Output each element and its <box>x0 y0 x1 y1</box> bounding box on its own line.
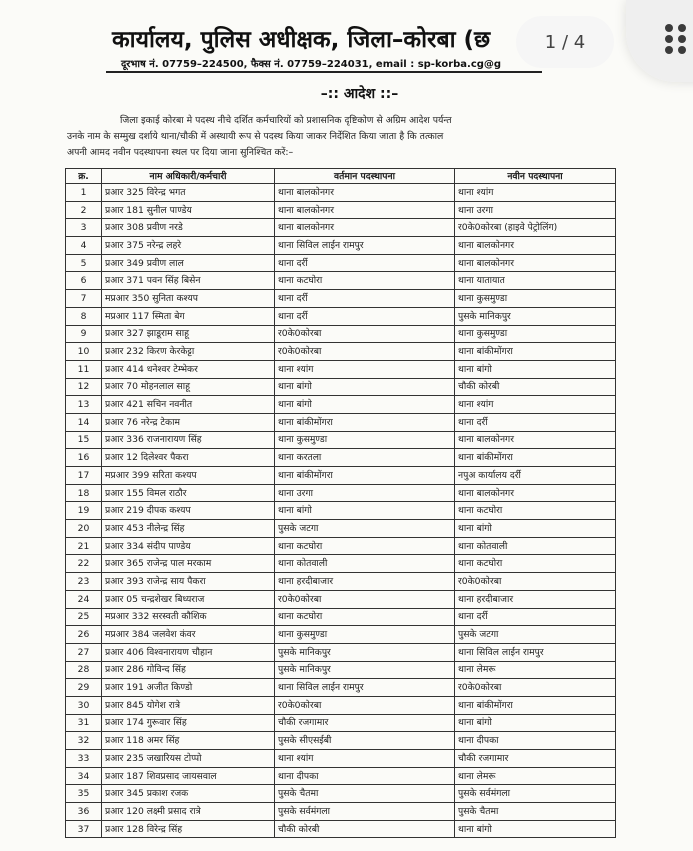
name-cell: प्रआर 181 सुनील पाण्डेय <box>102 201 275 219</box>
table-row <box>66 184 616 202</box>
name-cell: मप्रआर 399 सरिता कश्यप <box>102 467 275 485</box>
order-paragraph-line: जिला इकाई कोरबा मे पदस्थ नीचे दर्शित कर्मचारियों को प्रशासनिक दृष्टिकोण से अग्रिम आदेश पर्यन्त <box>120 115 452 126</box>
serial-cell: 14 <box>66 413 102 431</box>
new-posting-cell: थाना बांगो <box>455 520 616 538</box>
current-posting-cell: थाना हरदीबाजार <box>275 573 455 591</box>
new-posting-cell: थाना लेमरू <box>455 767 616 785</box>
serial-cell: 8 <box>66 307 102 325</box>
current-posting-cell: थाना कोतवाली <box>275 555 455 573</box>
serial-cell: 32 <box>66 732 102 750</box>
name-cell: प्रआर 371 पवन सिंह बिसेन <box>102 272 275 290</box>
order-heading-text: –:: आदेश ::– <box>320 86 399 102</box>
serial-cell: 25 <box>66 608 102 626</box>
table-row <box>66 360 616 378</box>
new-posting-cell: थाना सिविल लाईन रामपुर <box>455 643 616 661</box>
serial-cell: 10 <box>66 343 102 361</box>
new-posting-cell: थाना कोतवाली <box>455 537 616 555</box>
current-posting-cell: थाना बांगो <box>275 378 455 396</box>
serial-cell: 18 <box>66 484 102 502</box>
table-row <box>66 272 616 290</box>
table-row <box>66 520 616 538</box>
current-posting-cell: थाना उरगा <box>275 484 455 502</box>
name-cell: प्रआर 453 नीलेन्द्र सिंह <box>102 520 275 538</box>
new-posting-cell: थाना श्यांग <box>455 184 616 202</box>
new-posting-cell: चौकी कोरबी <box>455 378 616 396</box>
serial-cell: 37 <box>66 820 102 838</box>
table-row <box>66 696 616 714</box>
name-cell: प्रआर 70 मोहनलाल साहू <box>102 378 275 396</box>
table-row <box>66 343 616 361</box>
table-row <box>66 590 616 608</box>
new-posting-cell: थाना बांकीमोंगरा <box>455 696 616 714</box>
table-row <box>66 803 616 821</box>
current-posting-cell: थाना दर्री <box>275 254 455 272</box>
more-dots-icon <box>665 24 687 54</box>
current-posting-cell: थाना सिविल लाईन रामपुर <box>275 679 455 697</box>
name-cell: प्रआर 187 शिवप्रसाद जायसवाल <box>102 767 275 785</box>
current-posting-cell: थाना दीपका <box>275 767 455 785</box>
name-cell: मप्रआर 384 जलवेश कंवर <box>102 626 275 644</box>
current-posting-cell: थाना कुसमुण्डा <box>275 626 455 644</box>
table-row <box>66 201 616 219</box>
new-posting-cell: थाना बांकीमोंगरा <box>455 449 616 467</box>
serial-cell: 9 <box>66 325 102 343</box>
table-row <box>66 219 616 237</box>
serial-cell: 21 <box>66 537 102 555</box>
table-row <box>66 537 616 555</box>
serial-cell: 6 <box>66 272 102 290</box>
table-row <box>66 732 616 750</box>
current-posting-cell: थाना दर्री <box>275 290 455 308</box>
table-row <box>66 254 616 272</box>
table-row <box>66 679 616 697</box>
new-posting-cell: थाना हरदीबाजार <box>455 590 616 608</box>
table-row <box>66 396 616 414</box>
order-heading <box>0 84 693 103</box>
order-paragraph-line: अपनी आमद नवीन पदस्थापना स्थल पर दिया जाना सुनिश्चित करें:– <box>67 147 294 158</box>
name-cell: मप्रआर 117 स्मिता बेग <box>102 307 275 325</box>
table-row <box>66 750 616 768</box>
current-posting-cell: थाना कटघोरा <box>275 272 455 290</box>
new-posting-cell: थाना यातायात <box>455 272 616 290</box>
name-cell: प्रआर 155 विमल राठौर <box>102 484 275 502</box>
table-row <box>66 484 616 502</box>
serial-cell: 4 <box>66 237 102 255</box>
table-row <box>66 431 616 449</box>
current-posting-cell: र0के0कोरबा <box>275 325 455 343</box>
new-posting-cell: र0के0कोरबा <box>455 573 616 591</box>
serial-cell: 3 <box>66 219 102 237</box>
table-row <box>66 714 616 732</box>
name-cell: प्रआर 327 झाडूराम साहू <box>102 325 275 343</box>
new-posting-cell: थाना कटघोरा <box>455 502 616 520</box>
current-posting-cell: र0के0कोरबा <box>275 343 455 361</box>
name-cell: प्रआर 235 जखारियस टोप्पो <box>102 750 275 768</box>
new-posting-cell: पुसके मानिकपुर <box>455 307 616 325</box>
table-row <box>66 237 616 255</box>
new-posting-cell: चौकी रजगामार <box>455 750 616 768</box>
serial-cell: 22 <box>66 555 102 573</box>
current-posting-cell: थाना कटघोरा <box>275 537 455 555</box>
table-row <box>66 767 616 785</box>
table-row <box>66 661 616 679</box>
table-row <box>66 820 616 838</box>
new-posting-cell: थाना लेमरू <box>455 661 616 679</box>
name-cell: प्रआर 365 राजेन्द्र पाल मरकाम <box>102 555 275 573</box>
table-row <box>66 785 616 803</box>
name-cell: प्रआर 05 चन्द्रशेखर बिध्यराज <box>102 590 275 608</box>
order-paragraph-line: उनके नाम के सम्मुख दर्शाये थाना/चौकी में अस्थायी रूप से पदस्थ किया जाकर निर्देशित किया जाता है कि तत्काल <box>67 131 444 142</box>
serial-cell: 11 <box>66 360 102 378</box>
header-name: नाम अधिकारी/कर्मचारी <box>102 169 275 184</box>
name-cell: मप्रआर 332 सरस्वती कौशिक <box>102 608 275 626</box>
name-cell: प्रआर 128 विरेन्द्र सिंह <box>102 820 275 838</box>
name-cell: मप्रआर 350 सुनिता कश्यप <box>102 290 275 308</box>
serial-cell: 7 <box>66 290 102 308</box>
serial-cell: 13 <box>66 396 102 414</box>
table-row <box>66 626 616 644</box>
new-posting-cell: थाना बालकोनगर <box>455 484 616 502</box>
serial-cell: 28 <box>66 661 102 679</box>
serial-cell: 16 <box>66 449 102 467</box>
new-posting-cell: थाना कुसमुण्डा <box>455 325 616 343</box>
new-posting-cell: थाना दर्री <box>455 608 616 626</box>
new-posting-cell: र0के0कोरबा <box>455 679 616 697</box>
header-new-posting: नवीन पदस्थापना <box>455 169 616 184</box>
name-cell: प्रआर 393 राजेन्द्र साय पैकरा <box>102 573 275 591</box>
serial-cell: 35 <box>66 785 102 803</box>
serial-cell: 26 <box>66 626 102 644</box>
contact-line: दूरभाष नं. 07759–224500, फैक्स नं. 07759–224031, email : sp-korba.cg@g <box>121 59 502 70</box>
new-posting-cell: थाना बालकोनगर <box>455 254 616 272</box>
more-options-button[interactable] <box>626 0 693 82</box>
serial-cell: 17 <box>66 467 102 485</box>
current-posting-cell: पुसके जटगा <box>275 520 455 538</box>
name-cell: प्रआर 349 प्रवीण लाल <box>102 254 275 272</box>
serial-cell: 19 <box>66 502 102 520</box>
new-posting-cell: थाना बांगो <box>455 820 616 838</box>
table-row <box>66 608 616 626</box>
current-posting-cell: थाना बालकोनगर <box>275 184 455 202</box>
name-cell: प्रआर 845 योगेश रात्रे <box>102 696 275 714</box>
table-row <box>66 643 616 661</box>
new-posting-cell: थाना बांगो <box>455 714 616 732</box>
current-posting-cell: थाना करतला <box>275 449 455 467</box>
table-row <box>66 555 616 573</box>
current-posting-cell: चौकी रजगामार <box>275 714 455 732</box>
name-cell: प्रआर 76 नरेन्द्र टेकाम <box>102 413 275 431</box>
current-posting-cell: चौकी कोरबी <box>275 820 455 838</box>
table-row <box>66 573 616 591</box>
serial-cell: 2 <box>66 201 102 219</box>
serial-cell: 33 <box>66 750 102 768</box>
name-cell: प्रआर 334 संदीप पाण्डेय <box>102 537 275 555</box>
name-cell: प्रआर 191 अजीत किण्डो <box>102 679 275 697</box>
serial-cell: 34 <box>66 767 102 785</box>
name-cell: प्रआर 120 लक्ष्मी प्रसाद रात्रे <box>102 803 275 821</box>
new-posting-cell: नपुअ कार्यालय दर्री <box>455 467 616 485</box>
name-cell: प्रआर 375 नरेन्द्र लहरे <box>102 237 275 255</box>
current-posting-cell: पुसके सर्वमंगला <box>275 803 455 821</box>
new-posting-cell: पुसके जटगा <box>455 626 616 644</box>
header-serial: क्र. <box>66 169 102 184</box>
transfer-table <box>65 168 616 838</box>
name-cell: प्रआर 336 राजनारायण सिंह <box>102 431 275 449</box>
serial-cell: 36 <box>66 803 102 821</box>
current-posting-cell: थाना बालकोनगर <box>275 201 455 219</box>
new-posting-cell: थाना बालकोनगर <box>455 237 616 255</box>
current-posting-cell: र0के0कोरबा <box>275 590 455 608</box>
current-posting-cell: थाना बांकीमोंगरा <box>275 467 455 485</box>
new-posting-cell: थाना दीपका <box>455 732 616 750</box>
serial-cell: 31 <box>66 714 102 732</box>
name-cell: प्रआर 345 प्रकाश रजक <box>102 785 275 803</box>
name-cell: प्रआर 308 प्रवीण नरडे <box>102 219 275 237</box>
new-posting-cell: थाना कुसमुण्डा <box>455 290 616 308</box>
name-cell: प्रआर 12 दिलेश्वर पैकरा <box>102 449 275 467</box>
name-cell: प्रआर 174 गुरूवार सिंह <box>102 714 275 732</box>
name-cell: प्रआर 232 किरण केरकेट्टा <box>102 343 275 361</box>
serial-cell: 24 <box>66 590 102 608</box>
office-title: कार्यालय, पुलिस अधीक्षक, जिला–कोरबा (छ <box>112 27 491 53</box>
table-row <box>66 467 616 485</box>
table-row <box>66 290 616 308</box>
table-row <box>66 307 616 325</box>
current-posting-cell: थाना सिविल लाईन रामपुर <box>275 237 455 255</box>
serial-cell: 20 <box>66 520 102 538</box>
table-header-row <box>66 169 616 184</box>
current-posting-cell: थाना श्यांग <box>275 360 455 378</box>
name-cell: प्रआर 325 विरेन्द्र भगत <box>102 184 275 202</box>
name-cell: प्रआर 219 दीपक कश्यप <box>102 502 275 520</box>
new-posting-cell: र0के0कोरबा (हाइवे पेट्रोलिंग) <box>455 219 616 237</box>
current-posting-cell: थाना कटघोरा <box>275 608 455 626</box>
serial-cell: 29 <box>66 679 102 697</box>
table-row <box>66 502 616 520</box>
table-row <box>66 449 616 467</box>
current-posting-cell: पुसके सीएसईबी <box>275 732 455 750</box>
table-body <box>66 184 616 838</box>
new-posting-cell: पुसके चैतमा <box>455 803 616 821</box>
current-posting-cell: थाना बांकीमोंगरा <box>275 413 455 431</box>
page-indicator: 1 / 4 <box>516 16 614 68</box>
new-posting-cell: थाना दर्री <box>455 413 616 431</box>
new-posting-cell: थाना बालकोनगर <box>455 431 616 449</box>
new-posting-cell: थाना कटघोरा <box>455 555 616 573</box>
new-posting-cell: पुसके सर्वमंगला <box>455 785 616 803</box>
header-divider <box>106 71 542 73</box>
new-posting-cell: थाना बांकीमोंगरा <box>455 343 616 361</box>
current-posting-cell: पुसके मानिकपुर <box>275 643 455 661</box>
current-posting-cell: थाना बांगो <box>275 502 455 520</box>
new-posting-cell: थाना उरगा <box>455 201 616 219</box>
table-row <box>66 413 616 431</box>
new-posting-cell: थाना बांगो <box>455 360 616 378</box>
current-posting-cell: थाना दर्री <box>275 307 455 325</box>
current-posting-cell: पुसके मानिकपुर <box>275 661 455 679</box>
name-cell: प्रआर 414 धनेश्वर टेम्भेकर <box>102 360 275 378</box>
current-posting-cell: पुसके चैतमा <box>275 785 455 803</box>
name-cell: प्रआर 118 अमर सिंह <box>102 732 275 750</box>
table-row <box>66 378 616 396</box>
new-posting-cell: थाना श्यांग <box>455 396 616 414</box>
name-cell: प्रआर 421 सचिन नवनीत <box>102 396 275 414</box>
current-posting-cell: थाना श्यांग <box>275 750 455 768</box>
serial-cell: 5 <box>66 254 102 272</box>
current-posting-cell: थाना बांगो <box>275 396 455 414</box>
current-posting-cell: थाना बालकोनगर <box>275 219 455 237</box>
serial-cell: 30 <box>66 696 102 714</box>
serial-cell: 23 <box>66 573 102 591</box>
current-posting-cell: र0के0कोरबा <box>275 696 455 714</box>
name-cell: प्रआर 406 विश्वनारायण चौहान <box>102 643 275 661</box>
table-row <box>66 325 616 343</box>
name-cell: प्रआर 286 गोविन्द सिंह <box>102 661 275 679</box>
current-posting-cell: थाना कुसमुण्डा <box>275 431 455 449</box>
serial-cell: 1 <box>66 184 102 202</box>
serial-cell: 12 <box>66 378 102 396</box>
serial-cell: 27 <box>66 643 102 661</box>
header-current-posting: वर्तमान पदस्थापना <box>275 169 455 184</box>
serial-cell: 15 <box>66 431 102 449</box>
